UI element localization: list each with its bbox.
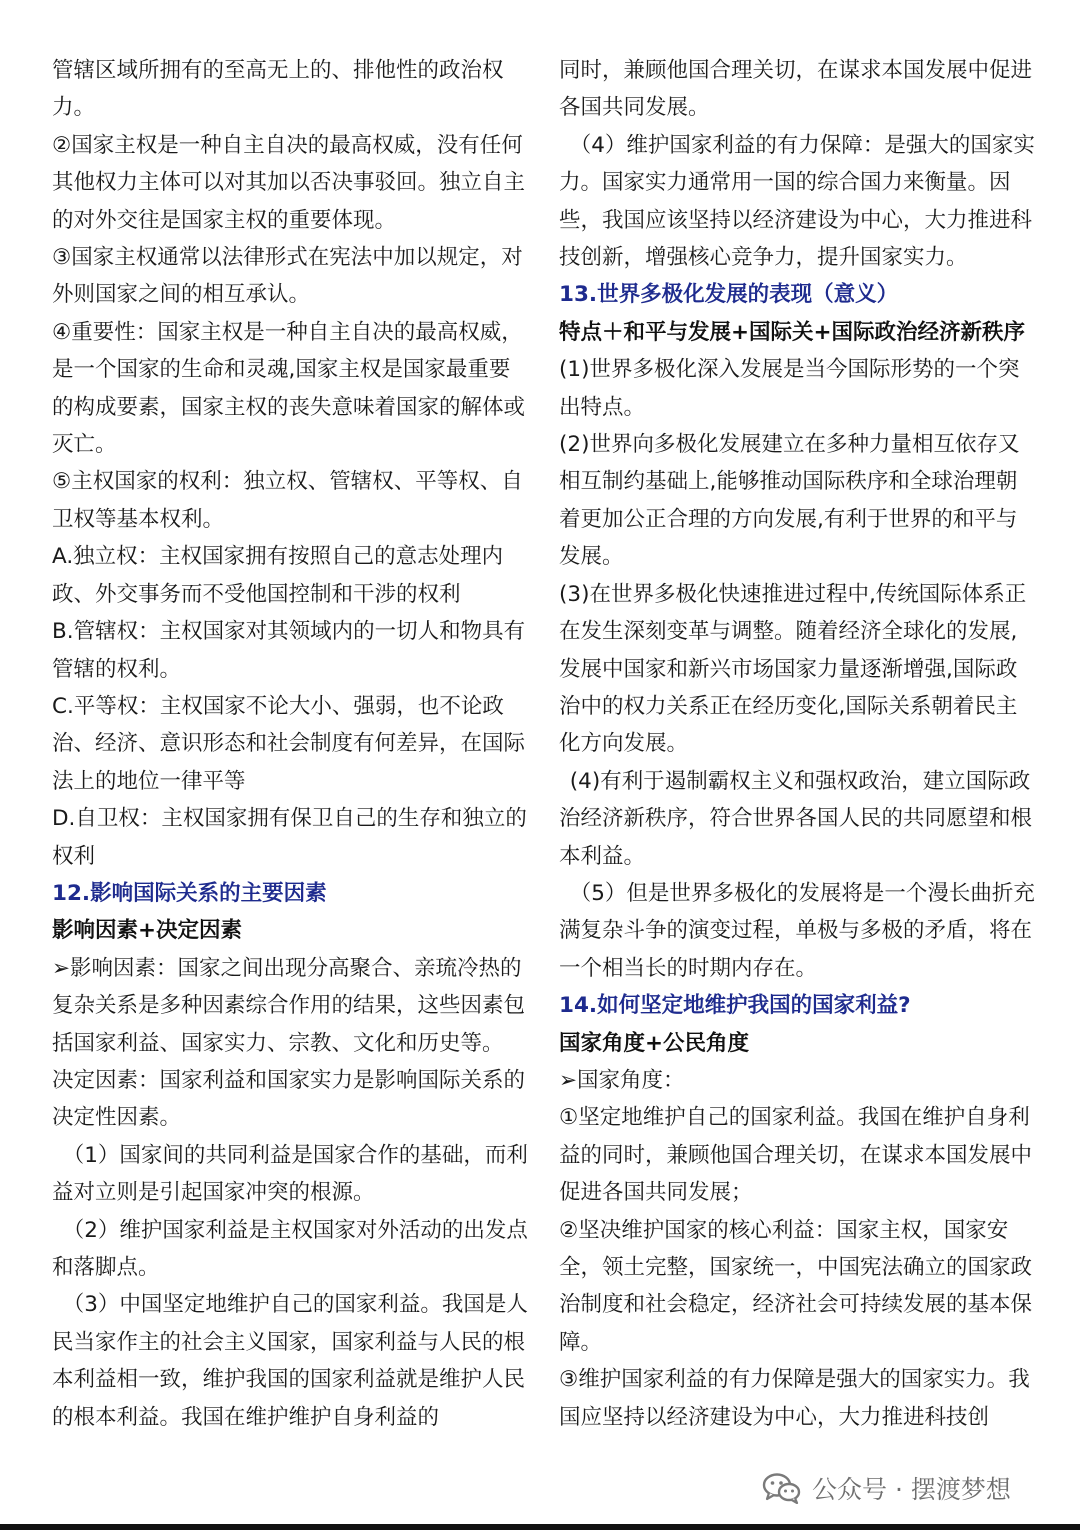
wechat-icon — [762, 1472, 802, 1504]
paragraph: ➢影响因素：国家之间出现分高聚合、亲琉冷热的复杂关系是多种因素综合作用的结果，这些因素包括国家利益、国家实力、宗教、文化和历史等。 — [52, 955, 526, 1056]
paragraph: （3）中国坚定地维护自己的国家利益。我国是人民当家作主的社会主义国家，国家利益与人民的根本利益相一致，维护我国的国家利益就是维护人民的根本利益。我国在维护维护自身利益的 — [52, 1292, 528, 1430]
paragraph: （2）维护国家利益是主权国家对外活动的出发点和落脚点。 — [52, 1217, 528, 1280]
paragraph: (1)世界多极化深入发展是当今国际形势的一个突出特点。 — [559, 357, 1020, 420]
paragraph: （1）国家间的共同利益是国家合作的基础，而利益对立则是引起国家冲突的根源。 — [52, 1142, 528, 1206]
bottom-border — [0, 1524, 1080, 1530]
watermark-text: 公众号 · 摆渡梦想 — [812, 1475, 1011, 1504]
paragraph: A.独立权：主权国家拥有按照自己的意志处理内政、外交事务而不受他国控制和干涉的权利 — [52, 544, 504, 607]
paragraph: （5）但是世界多极化的发展将是一个漫长曲折充满复杂斗争的演变过程，单极与多极的矛盾，将在一个相当长的时期内存在。 — [559, 880, 1035, 981]
paragraph: ③国家主权通常以法律形式在宪法中加以规定，对外则国家之间的相互承认。 — [52, 245, 523, 308]
paragraph: D.自卫权：主权国家拥有保卫自己的生存和独立的权利 — [52, 806, 527, 869]
section-heading: 13.世界多极化发展的表现（意义） — [559, 282, 899, 308]
section-subheading: 影响因素+决定因素 — [52, 918, 243, 944]
section-heading: 14.如何坚定地维护我国的国家利益? — [559, 993, 911, 1019]
section-subheading: 特点＋和平与发展+国际关+国际政治经济新秩序 — [559, 319, 1026, 345]
paragraph: ➢国家角度： — [559, 1067, 685, 1093]
paragraph: (4)有利于遏制霸权主义和强权政治，建立国际政治经济新秩序，符合世界各国人民的共同愿望和根本利益。 — [559, 768, 1033, 869]
section-heading: 12.影响国际关系的主要因素 — [52, 880, 327, 906]
paragraph: 管辖区域所拥有的至高无上的、排他性的政治权力。 — [52, 58, 504, 121]
right-column — [559, 52, 1037, 1436]
paragraph: （4）维护国家利益的有力保障：是强大的国家实力。国家实力通常用一国的综合国力来衡量。因些，我国应该坚持以经济建设为中心，大力推进科技创新，增强核心竞争力，提升国家实力。 — [559, 132, 1035, 271]
paragraph: ②坚决维护国家的核心利益：国家主权，国家安全，领土完整，国家统一，中国宪法确立的国家政治制度和社会稳定，经济社会可持续发展的基本保障。 — [559, 1217, 1033, 1355]
paragraph: ⑤主权国家的权利：独立权、管辖权、平等权、自卫权等基本权利。 — [52, 469, 523, 532]
paragraph: 决定因素：国家利益和国家实力是影响国际关系的决定性因素。 — [52, 1067, 526, 1131]
left-column — [52, 52, 530, 1436]
paragraph: (2)世界向多极化发展建立在多种力量相互依存又相互制约基础上,能够推动国际秩序和全球治理朝着更加公正合理的方向发展,有利于世界的和平与发展。 — [559, 432, 1020, 570]
section-subheading: 国家角度+公民角度 — [559, 1030, 750, 1056]
paragraph: ④重要性：国家主权是一种自主自决的最高权威，是一个国家的生命和灵魂,国家主权是国家最重要的构成要素，国家主权的丧失意味着国家的解体或灭亡。 — [52, 319, 526, 458]
paragraph: 同时，兼顾他国合理关切，在谋求本国发展中促进各国共同发展。 — [559, 58, 1033, 121]
watermark — [762, 1470, 1011, 1506]
paragraph: ③维护国家利益的有力保障是强大的国家实力。我国应坚持以经济建设为中心，大力推进科技创 — [559, 1367, 1030, 1430]
paragraph: C.平等权：主权国家不论大小、强弱，也不论政治、经济、意识形态和社会制度有何差异，在国际法上的地位一律平等 — [52, 693, 526, 794]
paragraph: ②国家主权是一种自主自决的最高权威，没有任何其他权力主体可以对其加以否决事驳回。独立自主的对外交往是国家主权的重要体现。 — [52, 132, 526, 233]
paragraph: ①坚定地维护自己的国家利益。我国在维护自身利益的同时，兼顾他国合理关切，在谋求本国发展中促进各国共同发展； — [559, 1105, 1033, 1206]
paragraph: (3)在世界多极化快速推进过程中,传统国际体系正在发生深刻变革与调整。随着经济全球化的发展,发展中国家和新兴市场国家力量逐渐增强,国际政治中的权力关系正在经历变化,国际关系朝着民主化方向发展。 — [559, 581, 1027, 757]
paragraph: B.管辖权：主权国家对其领域内的一切人和物具有管辖的权利。 — [52, 619, 526, 682]
